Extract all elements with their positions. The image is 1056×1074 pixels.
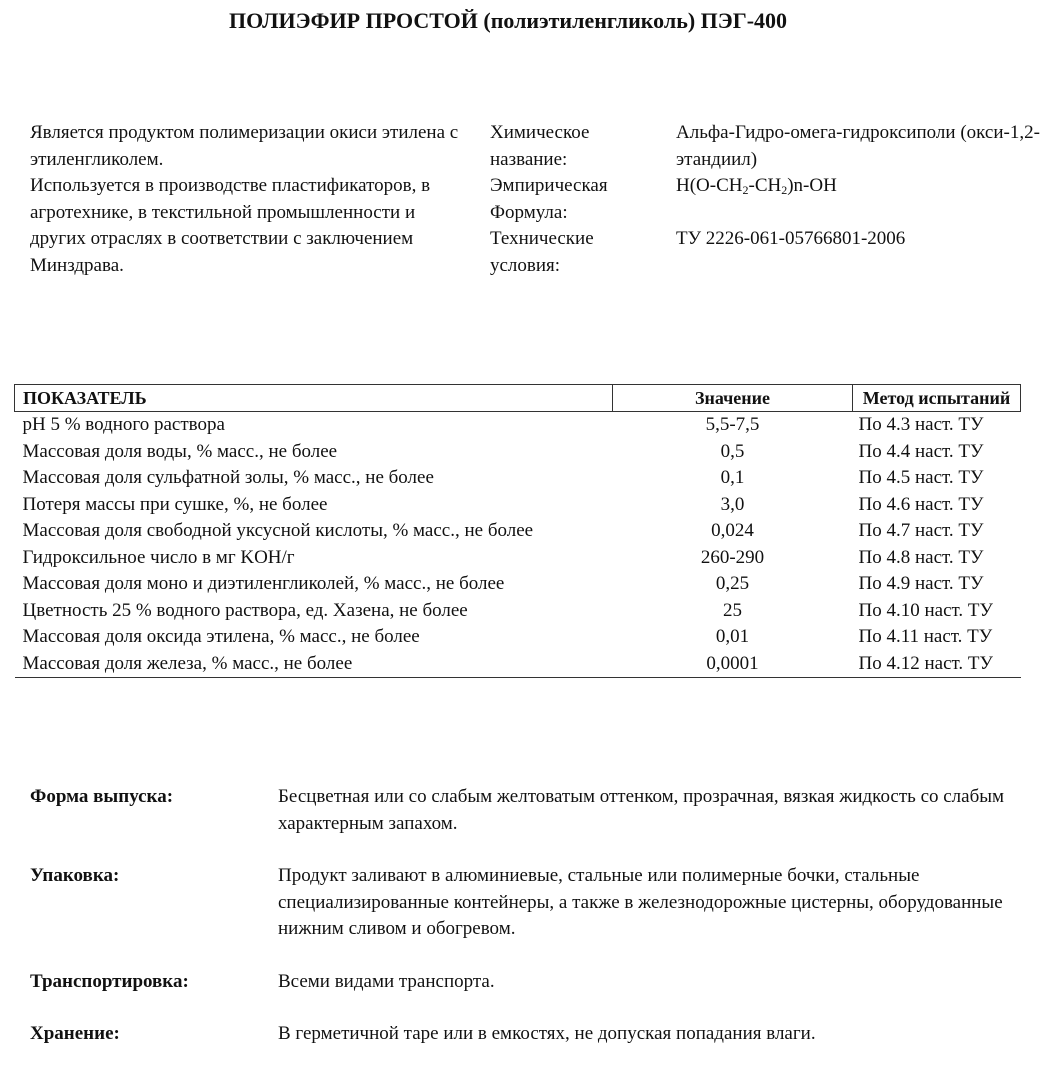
cell-value: 0,024 bbox=[711, 520, 754, 541]
property-label: Эмпирическая Формула: bbox=[490, 175, 608, 223]
property-specs bbox=[490, 226, 1050, 279]
formula-subscript: 2 bbox=[781, 183, 788, 197]
info-row bbox=[30, 969, 1030, 996]
cell-value: 0,0001 bbox=[613, 651, 853, 678]
cell-value: 3,0 bbox=[720, 493, 745, 515]
formula-part: )n-OH bbox=[787, 175, 837, 196]
info-row bbox=[30, 784, 1030, 837]
cell-method: По 4.12 наст. ТУ bbox=[853, 651, 1021, 678]
property-label: Технические условия: bbox=[490, 228, 594, 276]
info-row bbox=[30, 1021, 1030, 1048]
table-row bbox=[15, 651, 1021, 678]
cell-method: По 4.10 наст. ТУ bbox=[858, 599, 993, 621]
property-label: Химическое название: bbox=[490, 122, 590, 170]
cell-method: По 4.4 наст. ТУ bbox=[858, 440, 984, 462]
cell-value: 5,5-7,5 bbox=[705, 414, 760, 435]
document-title: ПОЛИЭФИР ПРОСТОЙ (полиэтиленгликоль) ПЭГ-400 bbox=[228, 8, 788, 33]
table-row bbox=[15, 518, 1021, 545]
table-header-row bbox=[15, 385, 1021, 412]
spec-table bbox=[14, 384, 1021, 678]
table-row bbox=[15, 492, 1021, 519]
formula-subscript: 2 bbox=[742, 183, 749, 197]
property-value: Альфа-Гидро-омега-гидроксиполи (окси-1,2-этандиил) bbox=[676, 122, 1040, 170]
cell-indicator: Потеря массы при сушке, %, не более bbox=[22, 493, 328, 515]
table-row bbox=[15, 412, 1021, 439]
cell-indicator: Массовая доля железа, % масс., не более bbox=[15, 651, 613, 678]
cell-method: По 4.8 наст. ТУ bbox=[858, 546, 984, 568]
intro-paragraph-usage: Используется в производстве пластификаторов, в агротехнике, в текстильной промышленности и других отраслях в соответствии с заключением Минздрава. bbox=[30, 175, 431, 276]
info-text: Всеми видами транспорта. bbox=[278, 970, 495, 992]
property-formula bbox=[490, 173, 1050, 226]
property-chemical-name bbox=[490, 120, 1050, 173]
info-label: Хранение: bbox=[30, 1023, 120, 1044]
cell-value: 0,25 bbox=[715, 573, 750, 594]
cell-value: 0,01 bbox=[715, 626, 750, 647]
info-text: В герметичной таре или в емкостях, не допуская попадания влаги. bbox=[278, 1023, 816, 1044]
header-indicator: ПОКАЗАТЕЛЬ bbox=[15, 385, 613, 412]
cell-indicator: Цветность 25 % водного раствора, ед. Хазена, не более bbox=[22, 599, 468, 621]
formula-part: -CH bbox=[748, 175, 782, 196]
table-row bbox=[15, 598, 1021, 625]
cell-value: 0,5 bbox=[720, 440, 745, 462]
cell-value: 260-290 bbox=[700, 546, 765, 568]
cell-value: 25 bbox=[723, 599, 742, 621]
table-row bbox=[15, 465, 1021, 492]
header-value: Значение bbox=[613, 385, 853, 412]
cell-method: По 4.11 наст. ТУ bbox=[858, 626, 993, 647]
cell-method: По 4.6 наст. ТУ bbox=[858, 493, 984, 515]
cell-indicator: Гидроксильное число в мг KOH/г bbox=[22, 546, 295, 568]
cell-indicator: Массовая доля свободной уксусной кислоты, % масс., не более bbox=[22, 520, 534, 541]
cell-indicator: Массовая доля оксида этилена, % масс., не более bbox=[22, 626, 420, 647]
table-row bbox=[15, 545, 1021, 572]
cell-value: 0,1 bbox=[720, 467, 745, 488]
info-label: Форма выпуска: bbox=[30, 786, 174, 807]
intro-paragraph-origin: Является продуктом полимеризации окиси этилена с этиленгликолем. bbox=[30, 122, 459, 170]
properties-block bbox=[490, 120, 1050, 279]
table-row bbox=[15, 624, 1021, 651]
cell-method: По 4.5 наст. ТУ bbox=[858, 467, 984, 488]
cell-method: По 4.7 наст. ТУ bbox=[858, 520, 984, 541]
info-label: Упаковка: bbox=[30, 865, 120, 886]
cell-method: По 4.9 наст. ТУ bbox=[858, 573, 984, 594]
cell-method: По 4.3 наст. ТУ bbox=[858, 414, 984, 435]
info-block bbox=[30, 784, 1030, 1074]
property-value: ТУ 2226-061-05766801-2006 bbox=[676, 228, 906, 249]
cell-indicator: Массовая доля моно и диэтиленгликолей, % масс., не более bbox=[22, 573, 505, 594]
intro-description bbox=[30, 120, 470, 279]
formula-part: H(O-CH bbox=[676, 175, 743, 196]
info-text: Бесцветная или со слабым желтоватым оттенком, прозрачная, вязкая жидкость со слабым характерным запахом. bbox=[278, 786, 1005, 834]
cell-indicator: Массовая доля сульфатной золы, % масс., не более bbox=[22, 467, 434, 488]
table-row bbox=[15, 439, 1021, 466]
table-row bbox=[15, 571, 1021, 598]
cell-indicator: pH 5 % водного раствора bbox=[22, 414, 225, 435]
cell-indicator: Массовая доля воды, % масс., не более bbox=[22, 440, 338, 462]
table-body bbox=[15, 412, 1021, 678]
info-row bbox=[30, 863, 1030, 943]
info-text: Продукт заливают в алюминиевые, стальные или полимерные бочки, стальные специализированные контейнеры, а также в железнодорожные цистерны, оборудованные нижним сливом и обогревом. bbox=[278, 865, 1003, 939]
formula-value bbox=[676, 173, 1050, 226]
info-label: Транспортировка: bbox=[30, 970, 189, 992]
header-method: Метод испытаний bbox=[853, 385, 1021, 412]
